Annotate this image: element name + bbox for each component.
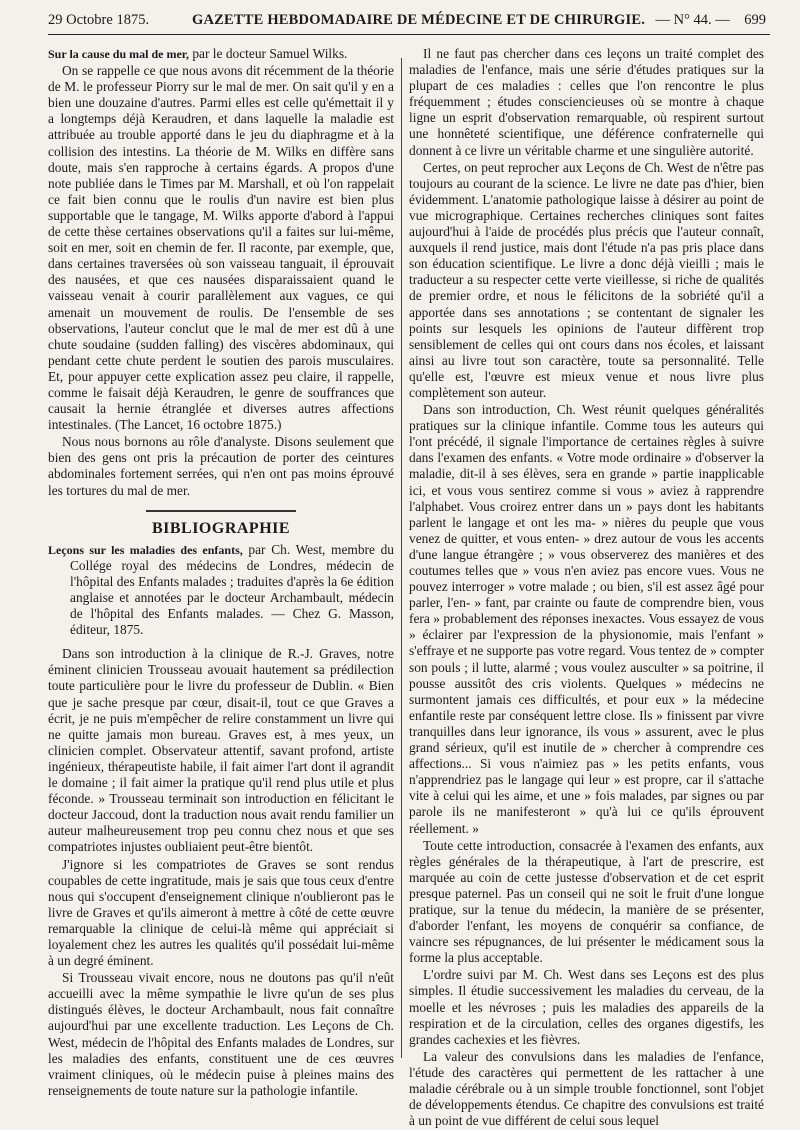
page-number: 699 <box>744 12 766 28</box>
issue-number: — N° 44. — <box>655 12 730 28</box>
right-column <box>409 46 764 1130</box>
section-separator <box>146 510 296 512</box>
review-paragraph: La valeur des convulsions dans les maladies de l'enfance, l'étude des caractères qui permettent de les rattacher à une maladie cérébrale ou à un simple trouble fonctionnel, sont l'objet de développements étendus. Ce chapitre des convulsions est traité à un point de vue différent de celui sous lequel <box>409 1048 764 1129</box>
article-byline: par le docteur Samuel Wilks. <box>189 46 348 61</box>
section-title: BIBLIOGRAPHIE <box>151 519 291 537</box>
bibliography-entry <box>48 542 394 639</box>
review-paragraph: Dans son introduction, Ch. West réunit quelques généralités pratiques sur la clinique infantile. Comme tous les auteurs qui l'ont précédé, il signale l'importance de certaines règles à suivre dans l'examen des enfants. « Votre mode ordinaire » d'observer la maladie, dit-il à ses élèves, sera en grande » partie inapplicable ici, et vous vous sentirez comme si vous » aviez à rapprendre l'alphabet. Vous croirez entrer dans un » pays dont les habitants parlent le langage et ont les ma- » nières du peuple que vous venez de quitter, et vous enten- » drez autour de vous les accents d'une langue étrangère ; » vous observerez des manières et des coutumes telles que » vous n'en aviez pas encore vues. Vous ne pouvez interroger » votre malade ; ou bien, s'il est assez âgé pour parler, l'en- » fant, par crainte ou faute de comprendre bien, vous fera » probablement des réponses inexactes. Vous essayez de vous » éclairer par l'expression de la physionomie, mais l'enfant » s'effraye et ne supporte pas votre regard. Vous tentez de » compter son pouls ; il lutte, alarmé ; vous voulez ausculter » sa poitrine, il pousse aussitôt des cris violents. Quelques » médecins ne surmontent jamais ces difficultés, et pour eux » la médecine enfantile reste par conséquent lettre close. Ils » finissent par vivre tranquilles dans leur ignorance, ils vous » assurent, avec le plus grand sérieux, qu'il est inutile de » chercher à comprendre ces affections... Si vous n'aimiez pas » les petits enfants, vous n'apprendriez pas le langage qui leur » est propre, car il s'attache vite à celui qui les aime, et une » fois malades, par signes ou par parole ils ne manifesteront » qu'à lui ce qu'ils éprouvent réellement. » <box>409 402 764 836</box>
book-details: par Ch. West, membre du Collége royal des médecins de Londres, médecin de l'hôpital des Enfants malades ; traduites d'après la 6e édition anglaise et annotées par le docteur Archambault, médecin de l'hôpital des Enfants malades. — Chez G. Masson, éditeur, 1875. <box>70 541 394 638</box>
review-paragraph: J'ignore si les compatriotes de Graves se sont rendus coupables de cette ingratitude, mais je sais que tous ceux d'entre nous qui s'occupent d'enseignement clinique n'oublieront pas le livre de Graves et qu'ils aimeront à mettre à côté de cette œuvre remarquable la clinique de celui-là même qui appréciait si loyalement chez les autres les qualités qu'il possédait lui-même à un degré éminent. <box>48 856 394 969</box>
page-header <box>48 8 770 35</box>
article-paragraph: Nous nous bornons au rôle d'analyste. Disons seulement que bien des gens ont pris la précaution de porter des ceintures abdominales fortement serrées, qui n'en ont pas moins éprouvé les tortures du mal de mer. <box>48 434 394 498</box>
article-paragraph: On se rappelle ce que nous avons dit récemment de la théorie de M. le professeur Piorry sur le mal de mer. On sait qu'il y en a bien une douzaine d'autres. Parmi elles est celle qu'émettait il y a longtemps déjà Keraudren, et dans laquelle la maladie est attribuée au trouble apporté dans le jeu du diaphragme et à la collision des intestins. La théorie de M. Wilks en diffère sans doute, mais s'en rapproche à certains égards. A propos d'une note publiée dans le Times par M. Marshall, et où l'on rappelait ce fait bien connu que le roulis d'un navire est bien plus supportable que le tangage, M. Wilks apporte d'abord à l'appui de cette thèse certaines observations qu'il a faites sur lui-même, soit en mer, soit en chemin de fer. Il raconte, par exemple, que, dans certaines traversées où son vaisseau tanguait, il éprouvait des nausées, et que ces nausées disparaissaient quand le vaisseau venait à courir parallèlement aux vagues, ce qui amenait un mouvement de roulis. De l'ensemble de ses observations, l'auteur conclut que le mal de mer est dû à une chute soudaine (sudden falling) des viscères abdominaux, qui pendant cette chute perdent le soutien des parois musculaires. Et, pour appuyer cette explication assez peu claire, il rappelle, comme le faisait déjà Keraudren, le genre de souffrances que causait la hernie étranglée et diverses autres affections intestinales. (The Lancet, 16 octobre 1875.) <box>48 63 394 433</box>
review-paragraph: Toute cette introduction, consacrée à l'examen des enfants, aux règles générales de la thérapeutique, à l'art de prescrire, est marquée au coin de cette justesse d'observation et de cet esprit presque paternel. Pas un conseil qui ne soit le fruit d'une longue pratique, sur la tenue du médecin, la manière de se présenter, d'aborder l'enfant, les moyens de conquérir sa confiance, de vaincre ses répugnances, de lui présenter le médicament sous la forme la plus acceptable. <box>409 837 764 966</box>
article-heading <box>48 46 394 62</box>
column-divider <box>401 58 402 1058</box>
issue-date: 29 Octobre 1875. <box>48 12 150 28</box>
book-title: Leçons sur les maladies des enfants, <box>48 542 243 557</box>
left-column <box>48 46 394 1100</box>
journal-title: GAZETTE HEBDOMADAIRE DE MÉDECINE ET DE CHIRURGIE. <box>192 12 646 28</box>
issue-and-page-number <box>655 12 766 29</box>
review-paragraph: Dans son introduction à la clinique de R.-J. Graves, notre éminent clinicien Trousseau avouait hautement sa prédilection toute particulière pour le livre du professeur de Dublin. « Bien que je sache presque par cœur, disait-il, tout ce que Graves a écrit, je ne puis m'empêcher de relire constamment un livre qui ne quitte jamais mon bureau. Graves est, à mes yeux, un clinicien complet. Observateur attentif, savant profond, artiste ingénieux, thérapeutiste habile, il fait aimer l'art dont il agrandit le domaine ; il fait aimer la pratique qu'il rend plus utile et plus féconde. » Trousseau terminait son introduction en félicitant le docteur Jaccoud, dont la traduction nous avait rendu familier un auteur malheureusement trop peu connu chez nous et que ses compatriotes injustes oubliaient peut-être bientôt. <box>48 646 394 855</box>
review-paragraph: L'ordre suivi par M. Ch. West dans ses Leçons est des plus simples. Il étudie successivement les maladies du cerveau, de la moelle et les névroses ; puis les maladies des appareils de la respiration et de la circulation, celles des organes digestifs, les grandes cachexies et les fièvres. <box>409 967 764 1047</box>
review-paragraph: Il ne faut pas chercher dans ces leçons un traité complet des maladies de l'enfance, mais une série d'études pratiques sur la plupart de ces maladies : celles que l'on rencontre le plus fréquemment ; études consciencieuses où se montre à chaque ligne un esprit d'observation remarquable, où respirent surtout une honnêteté scientifique, une déférence confraternelle qui donnent à ce livre un véritable charme et une singulière autorité. <box>409 46 764 158</box>
article-lead: Sur la cause du mal de mer, <box>48 47 190 61</box>
review-paragraph: Si Trousseau vivait encore, nous ne doutons pas qu'il n'eût accueilli avec la même sympathie le livre qu'un de ses plus distingués élèves, le docteur Archambault, nous fait connaître aujourd'hui par une excellente traduction. Les Leçons de Ch. West, médecin de l'hôpital des Enfants malades de Londres, sur les maladies des enfants, constituent une de ces œuvres vraiment cliniques, où le médecin puise à pleines mains des renseignements de toute nature sur la pathologie infantile. <box>48 970 394 1098</box>
review-paragraph: Certes, on peut reprocher aux Leçons de Ch. West de n'être pas toujours au courant de la science. Le livre ne date pas d'hier, bien évidemment. L'anatomie pathologique laisse à désirer au point de vue micrographique. Certaines recherches cliniques sont faites aujourd'hui à l'aide de procédés plus précis que l'auteur connaît, auxquels il rend justice, mais dont l'étude n'a pas pris place dans son éducation scientifique. Le livre a donc déjà vieilli ; mais le traducteur a su respecter cette verte vieillesse, si riche de qualités de premier ordre, et nous le félicitons de la sobriété qu'il a apportée dans ses annotations ; se contentant de signaler les points sur lesquels les opinions de l'auteur diffèrent trop sensiblement de celles qui ont cours dans nos écoles, et laissant ainsi au livre tout son caractère, toute sa personnalité. Telle qu'elle est, l'œuvre est mieux venue et nous livre plus complètement son auteur. <box>409 159 764 400</box>
